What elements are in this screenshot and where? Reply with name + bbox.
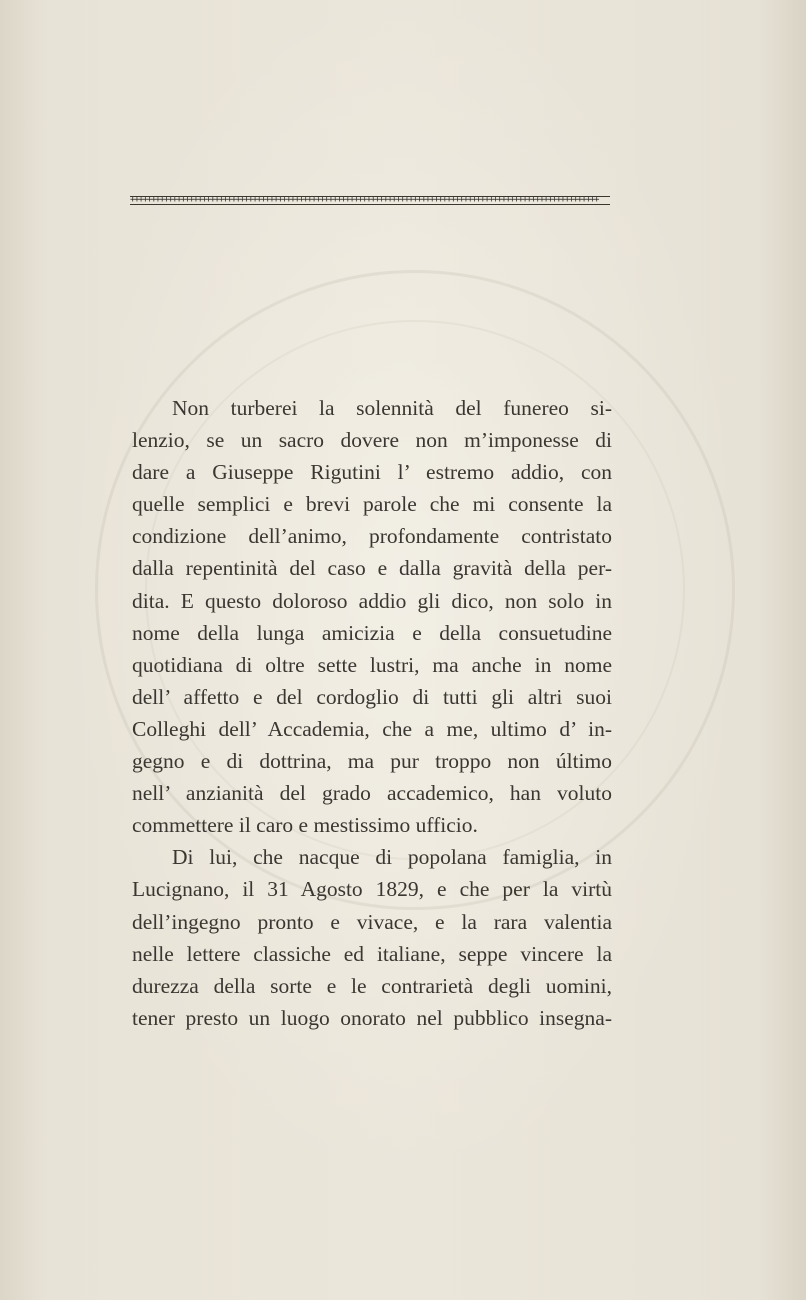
text-line: gegno e di dottrina, ma pur troppo non último bbox=[132, 749, 612, 774]
paragraph-1 bbox=[132, 392, 612, 841]
text-line: dell’ affetto e del cordoglio di tutti gli altri suoi bbox=[132, 684, 612, 709]
text-line: Non turberei la solennità del funereo si- bbox=[172, 396, 612, 420]
text-line: quotidiana di oltre sette lustri, ma anche in nome bbox=[132, 652, 612, 677]
text-line: quelle semplici e brevi parole che mi consente la bbox=[132, 492, 612, 517]
text-line: tener presto un luogo onorato nel pubblico insegna- bbox=[132, 1005, 612, 1030]
text-line: lenzio, se un sacro dovere non m’imponesse di bbox=[132, 428, 612, 453]
ornamental-rule: +++++++++++++++++++++++++++++++++++++++++++++++++++++++++++++++++++++++++++++++++++++++++++++++++++++++++++++++ bbox=[130, 195, 610, 206]
text-line: nelle lettere classiche ed italiane, seppe vincere la bbox=[132, 941, 612, 966]
text-line: commettere il caro e mestissimo ufficio. bbox=[132, 813, 478, 838]
text-line: dell’ingegno pronto e vivace, e la rara valentia bbox=[132, 909, 612, 934]
text-line: nell’ anzianità del grado accademico, han voluto bbox=[132, 781, 612, 806]
paragraph-2 bbox=[132, 841, 612, 1034]
text-line: condizione dell’animo, profondamente contristato bbox=[132, 524, 612, 549]
text-line: dita. E questo doloroso addio gli dico, non solo in bbox=[132, 588, 612, 613]
text-line: durezza della sorte e le contrarietà degli uomini, bbox=[132, 973, 612, 998]
text-line: dare a Giuseppe Rigutini l’ estremo addio, con bbox=[132, 460, 612, 485]
text-line: dalla repentinità del caso e dalla gravità della per- bbox=[132, 556, 612, 581]
text-line: Colleghi dell’ Accademia, che a me, ultimo d’ in- bbox=[132, 716, 612, 741]
body-text bbox=[132, 392, 612, 1034]
text-line: Lucignano, il 31 Agosto 1829, e che per la virtù bbox=[132, 877, 612, 902]
text-line: Di lui, che nacque di popolana famiglia, in bbox=[172, 845, 612, 870]
text-line: nome della lunga amicizia e della consuetudine bbox=[132, 620, 612, 645]
